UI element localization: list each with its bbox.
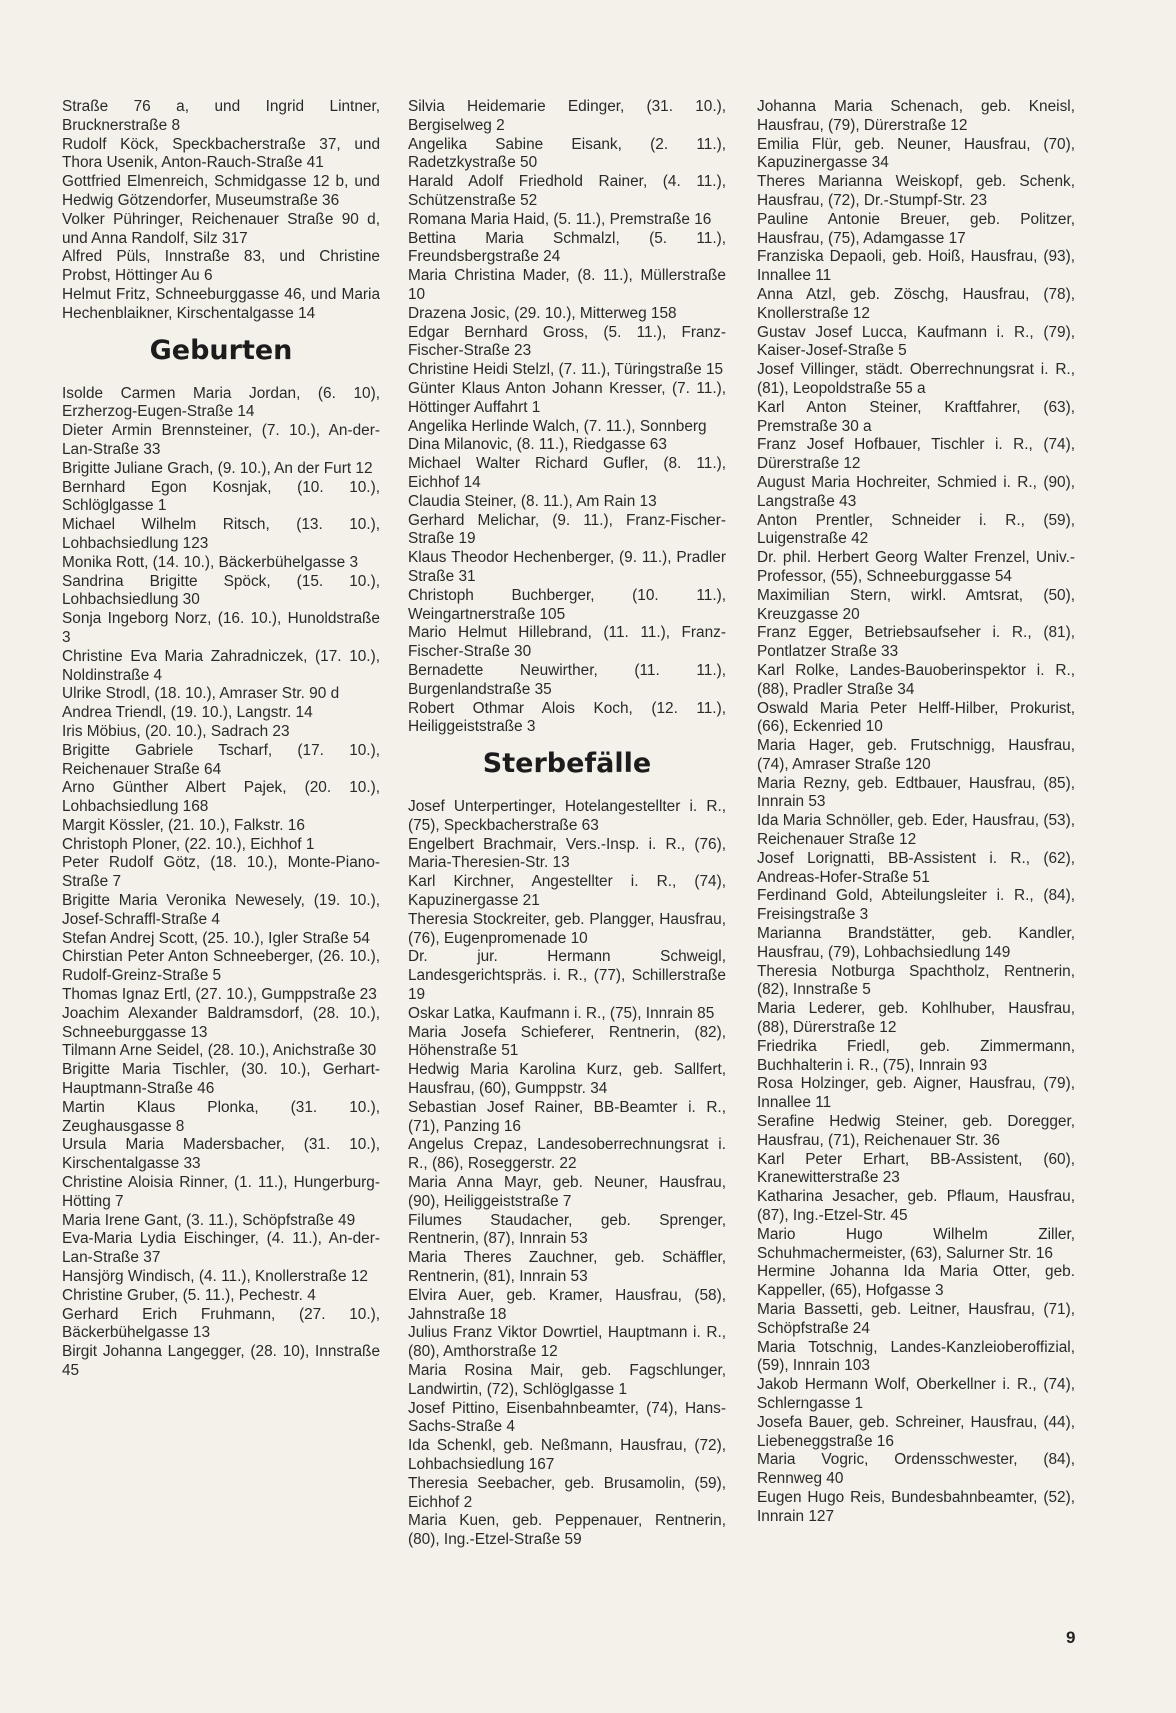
list-entry: Thomas Ignaz Ertl, (27. 10.), Gumppstraße 23 <box>62 986 377 1004</box>
list-entry: Brigitte Maria Veronika Newesely, (19. 10.), Josef-Schraffl-Straße 4 <box>62 892 380 928</box>
list-entry: Stefan Andrej Scott, (25. 10.), Igler Straße 54 <box>62 929 370 947</box>
list-entry: Christine Gruber, (5. 11.), Pechestr. 4 <box>62 1286 316 1304</box>
list-entry: Marianna Brandstätter, geb. Kandler, Hausfrau, (79), Lohbachsiedlung 149 <box>757 925 1075 961</box>
list-entry: Arno Günther Albert Pajek, (20. 10.), Lohbachsiedlung 168 <box>62 779 380 816</box>
list-entry: Karl Anton Steiner, Kraftfahrer, (63), Premstraße 30 a <box>757 398 1075 435</box>
list-entry: Ida Maria Schnöller, geb. Eder, Hausfrau, (53), Reichenauer Straße 12 <box>757 812 1075 849</box>
list-entry: Monika Rott, (14. 10.), Bäckerbühelgasse 3 <box>62 553 358 571</box>
list-entry: Peter Rudolf Götz, (18. 10.), Monte-Piano-Straße 7 <box>62 854 380 891</box>
column-left <box>62 98 380 1381</box>
list-entry: Christine Heidi Stelzl, (7. 11.), Türingstraße 15 <box>408 361 724 379</box>
list-entry: Isolde Carmen Maria Jordan, (6. 10), Erzherzog-Eugen-Straße 14 <box>62 384 380 421</box>
list-entry: Rudolf Köck, Speckbacherstraße 37, und Thora Usenik, Anton-Rauch-Straße 41 <box>62 135 380 172</box>
list-entry: Theresia Stockreiter, geb. Plangger, Hausfrau, (76), Eugenpromenade 10 <box>408 910 726 947</box>
list-entry: Dieter Armin Brennsteiner, (7. 10.), An-der-Lan-Straße 33 <box>62 422 380 458</box>
list-entry: Rosa Holzinger, geb. Aigner, Hausfrau, (79), Innallee 11 <box>757 1075 1075 1112</box>
list-entry: Friedrika Friedl, geb. Zimmermann, Buchhalterin i. R., (75), Innrain 93 <box>757 1037 1075 1074</box>
list-entry: Dr. phil. Herbert Georg Walter Frenzel, Univ.-Professor, (55), Schneeburggasse 54 <box>757 549 1075 585</box>
list-entry: Eugen Hugo Reis, Bundesbahnbeamter, (52), Innrain 127 <box>757 1488 1075 1525</box>
list-entry: Sebastian Josef Rainer, BB-Beamter i. R., (71), Panzing 16 <box>408 1098 726 1135</box>
births-list <box>62 385 380 1381</box>
list-entry: Maria Rezny, geb. Edtbauer, Hausfrau, (85), Innrain 53 <box>757 774 1075 811</box>
list-entry: Joachim Alexander Baldramsdorf, (28. 10.), Schneeburggasse 13 <box>62 1004 380 1041</box>
list-entry: Gerhard Erich Fruhmann, (27. 10.), Bäckerbühelgasse 13 <box>62 1305 380 1342</box>
list-entry: Gottfried Elmenreich, Schmidgasse 12 b, und Hedwig Götzendorfer, Museumstraße 36 <box>62 173 380 209</box>
list-entry: Maria Kuen, geb. Peppenauer, Rentnerin, (80), Ing.-Etzel-Straße 59 <box>408 1512 726 1549</box>
list-entry: Jakob Hermann Wolf, Oberkellner i. R., (74), Schlerngasse 1 <box>757 1376 1075 1412</box>
list-entry: Maria Hager, geb. Frutschnigg, Hausfrau, (74), Amraser Straße 120 <box>757 737 1075 773</box>
list-entry: Sonja Ingeborg Norz, (16. 10.), Hunoldstraße 3 <box>62 610 380 646</box>
list-entry: Angelus Crepaz, Landesoberrechnungsrat i. R., (86), Roseggerstr. 22 <box>408 1136 726 1173</box>
list-entry: Maria Rosina Mair, geb. Fagschlunger, Landwirtin, (72), Schlöglgasse 1 <box>408 1362 726 1398</box>
list-entry: Ursula Maria Madersbacher, (31. 10.), Kirschentalgasse 33 <box>62 1136 380 1173</box>
list-entry: Hermine Johanna Ida Maria Otter, geb. Kappeller, (65), Hofgasse 3 <box>757 1263 1075 1300</box>
list-entry: Edgar Bernhard Gross, (5. 11.), Franz-Fischer-Straße 23 <box>408 323 726 360</box>
list-entry: Maria Vogric, Ordensschwester, (84), Rennweg 40 <box>757 1451 1075 1488</box>
list-entry: Angelika Herlinde Walch, (7. 11.), Sonnberg <box>408 417 707 435</box>
list-entry: Anna Atzl, geb. Zöschg, Hausfrau, (78), Knollerstraße 12 <box>757 285 1075 322</box>
list-entry: Katharina Jesacher, geb. Pflaum, Hausfrau, (87), Ing.-Etzel-Str. 45 <box>757 1188 1075 1225</box>
list-entry: Dina Milanovic, (8. 11.), Riedgasse 63 <box>408 436 667 454</box>
list-entry: Drazena Josic, (29. 10.), Mitterweg 158 <box>408 304 677 322</box>
list-entry: Michael Wilhelm Ritsch, (13. 10.), Lohbachsiedlung 123 <box>62 516 380 552</box>
list-entry: Emilia Flür, geb. Neuner, Hausfrau, (70), Kapuzinergasse 34 <box>757 135 1075 172</box>
column-right <box>757 98 1075 1527</box>
list-entry: Harald Adolf Friedhold Rainer, (4. 11.), Schützenstraße 52 <box>408 173 726 209</box>
list-entry: Ida Schenkl, geb. Neßmann, Hausfrau, (72), Lohbachsiedlung 167 <box>408 1437 726 1473</box>
column-middle <box>408 98 726 1550</box>
list-entry: Martin Klaus Plonka, (31. 10.), Zeughausgasse 8 <box>62 1098 380 1135</box>
list-entry: Ferdinand Gold, Abteilungsleiter i. R., (84), Freisingstraße 3 <box>757 887 1075 924</box>
list-entry: Brigitte Maria Tischler, (30. 10.), Gerhart-Hauptmann-Straße 46 <box>62 1061 380 1098</box>
list-entry: Christine Aloisia Rinner, (1. 11.), Hungerburg-Hötting 7 <box>62 1174 380 1210</box>
list-entry: Chirstian Peter Anton Schneeberger, (26. 10.), Rudolf-Greinz-Straße 5 <box>62 948 380 985</box>
list-entry: Elvira Auer, geb. Kramer, Hausfrau, (58), Jahnstraße 18 <box>408 1286 726 1323</box>
list-entry: Josef Pittino, Eisenbahnbeamter, (74), Hans-Sachs-Straße 4 <box>408 1399 726 1436</box>
list-entry: Margit Kössler, (21. 10.), Falkstr. 16 <box>62 816 305 834</box>
list-entry: Christoph Ploner, (22. 10.), Eichhof 1 <box>62 835 315 853</box>
list-entry: Andrea Triendl, (19. 10.), Langstr. 14 <box>62 704 313 722</box>
list-entry: Julius Franz Viktor Dowrtiel, Hauptmann i. R., (80), Amthorstraße 12 <box>408 1324 726 1361</box>
list-entry: Maria Irene Gant, (3. 11.), Schöpfstraße 49 <box>62 1211 356 1229</box>
list-entry: Karl Peter Erhart, BB-Assistent, (60), Kranewitterstraße 23 <box>757 1150 1075 1187</box>
list-entry: Maximilian Stern, wirkl. Amtsrat, (50), Kreuzgasse 20 <box>757 586 1075 623</box>
list-entry: Josef Villinger, städt. Oberrechnungsrat i. R., (81), Leopoldstraße 55 a <box>757 361 1075 397</box>
list-entry: Karl Kirchner, Angestellter i. R., (74), Kapuzinergasse 21 <box>408 873 726 910</box>
list-entry: Alfred Püls, Innstraße 83, und Christine Probst, Höttinger Au 6 <box>62 248 380 285</box>
list-entry: Hansjörg Windisch, (4. 11.), Knollerstraße 12 <box>62 1268 368 1286</box>
list-entry: Sandrina Brigitte Spöck, (15. 10.), Lohbachsiedlung 30 <box>62 572 380 609</box>
list-entry: Karl Rolke, Landes-Bauoberinspektor i. R., (88), Pradler Straße 34 <box>757 661 1075 698</box>
deaths-list <box>408 798 726 1550</box>
list-entry: Filumes Staudacher, geb. Sprenger, Rentnerin, (87), Innrain 53 <box>408 1211 726 1248</box>
list-entry: Bernadette Neuwirther, (11. 11.), Burgenlandstraße 35 <box>408 661 726 698</box>
page-number: 9 <box>1066 1628 1076 1647</box>
list-entry: Oswald Maria Peter Helff-Hilber, Prokurist, (66), Eckenried 10 <box>757 699 1075 736</box>
list-entry: Bernhard Egon Kosnjak, (10. 10.), Schlöglgasse 1 <box>62 478 380 515</box>
list-entry: Anton Prentler, Schneider i. R., (59), Luigenstraße 42 <box>757 511 1075 548</box>
list-entry: Maria Theres Zauchner, geb. Schäffler, Rentnerin, (81), Innrain 53 <box>408 1249 726 1286</box>
list-entry: Brigitte Juliane Grach, (9. 10.), An der Furt 12 <box>62 459 373 477</box>
list-entry: Iris Möbius, (20. 10.), Sadrach 23 <box>62 722 290 740</box>
list-entry: Romana Maria Haid, (5. 11.), Premstraße 16 <box>408 210 712 228</box>
list-entry: Oskar Latka, Kaufmann i. R., (75), Innrain 85 <box>408 1004 715 1022</box>
list-entry: Maria Lederer, geb. Kohlhuber, Hausfrau, (88), Dürerstraße 12 <box>757 1000 1075 1037</box>
list-entry: Franz Egger, Betriebsaufseher i. R., (81), Pontlatzer Straße 33 <box>757 624 1075 661</box>
list-entry: Franz Josef Hofbauer, Tischler i. R., (74), Dürerstraße 12 <box>757 436 1075 473</box>
list-entry: Maria Josefa Schieferer, Rentnerin, (82), Höhenstraße 51 <box>408 1023 726 1060</box>
list-entry: Ulrike Strodl, (18. 10.), Amraser Str. 90 d <box>62 685 340 703</box>
list-entry: Pauline Antonie Breuer, geb. Politzer, Hausfrau, (75), Adamgasse 17 <box>757 210 1075 247</box>
list-entry: Maria Totschnig, Landes-Kanzleioberoffizial, (59), Innrain 103 <box>757 1338 1075 1375</box>
list-entry: Theresia Notburga Spachtholz, Rentnerin, (82), Innstraße 5 <box>757 962 1075 999</box>
list-entry: Mario Helmut Hillebrand, (11. 11.), Franz-Fischer-Straße 30 <box>408 624 726 661</box>
list-entry: Josef Lorignatti, BB-Assistent i. R., (62), Andreas-Hofer-Straße 51 <box>757 849 1075 886</box>
list-entry: Claudia Steiner, (8. 11.), Am Rain 13 <box>408 492 657 510</box>
list-entry: Maria Anna Mayr, geb. Neuner, Hausfrau, (90), Heiliggeiststraße 7 <box>408 1174 726 1210</box>
list-entry: Hedwig Maria Karolina Kurz, geb. Sallfert, Hausfrau, (60), Gumppstr. 34 <box>408 1061 726 1098</box>
deaths-heading: Sterbefälle <box>482 748 652 780</box>
marriages-continued-list <box>62 98 380 324</box>
list-entry: Josef Unterpertinger, Hotelangestellter i. R., (75), Speckbacherstraße 63 <box>408 798 726 834</box>
list-entry: Christine Eva Maria Zahradniczek, (17. 10.), Noldinstraße 4 <box>62 647 380 684</box>
list-entry: Tilmann Arne Seidel, (28. 10.), Anichstraße 30 <box>62 1042 377 1060</box>
list-entry: Engelbert Brachmair, Vers.-Insp. i. R., (76), Maria-Theresien-Str. 13 <box>408 835 726 872</box>
list-entry: Silvia Heidemarie Edinger, (31. 10.), Bergiselweg 2 <box>408 98 726 134</box>
list-entry: Johanna Maria Schenach, geb. Kneisl, Hausfrau, (79), Dürerstraße 12 <box>757 98 1075 134</box>
list-entry: Klaus Theodor Hechenberger, (9. 11.), Pradler Straße 31 <box>408 549 726 585</box>
list-entry: Serafine Hedwig Steiner, geb. Doregger, Hausfrau, (71), Reichenauer Str. 36 <box>757 1113 1075 1149</box>
list-entry: Eva-Maria Lydia Eischinger, (4. 11.), An-der-Lan-Straße 37 <box>62 1230 380 1267</box>
list-entry: August Maria Hochreiter, Schmied i. R., (90), Langstraße 43 <box>757 473 1075 510</box>
list-entry: Maria Bassetti, geb. Leitner, Hausfrau, (71), Schöpfstraße 24 <box>757 1301 1075 1337</box>
list-entry: Gerhard Melichar, (9. 11.), Franz-Fischer-Straße 19 <box>408 511 726 548</box>
list-entry: Christoph Buchberger, (10. 11.), Weingartnerstraße 105 <box>408 586 726 623</box>
births-heading: Geburten <box>149 334 293 366</box>
list-entry: Bettina Maria Schmalzl, (5. 11.), Freundsbergstraße 24 <box>408 229 726 266</box>
list-entry: Helmut Fritz, Schneeburggasse 46, und Maria Hechenblaikner, Kirschentalgasse 14 <box>62 285 380 322</box>
births-list-continued <box>408 98 726 737</box>
list-entry: Robert Othmar Alois Koch, (12. 11.), Heiliggeiststraße 3 <box>408 699 726 736</box>
deaths-list-continued <box>757 98 1075 1527</box>
list-entry: Gustav Josef Lucca, Kaufmann i. R., (79), Kaiser-Josef-Straße 5 <box>757 323 1075 360</box>
list-entry: Michael Walter Richard Gufler, (8. 11.), Eichhof 14 <box>408 455 726 491</box>
list-entry: Günter Klaus Anton Johann Kresser, (7. 11.), Höttinger Auffahrt 1 <box>408 379 726 416</box>
list-entry: Brigitte Gabriele Tscharf, (17. 10.), Reichenauer Straße 64 <box>62 741 380 778</box>
list-entry: Maria Christina Mader, (8. 11.), Müllerstraße 10 <box>408 267 726 303</box>
list-entry: Mario Hugo Wilhelm Ziller, Schuhmachermeister, (63), Salurner Str. 16 <box>757 1225 1075 1262</box>
list-entry: Dr. jur. Hermann Schweigl, Landesgerichtspräs. i. R., (77), Schillerstraße 19 <box>408 948 726 1004</box>
list-entry: Theres Marianna Weiskopf, geb. Schenk, Hausfrau, (72), Dr.-Stumpf-Str. 23 <box>757 173 1075 209</box>
list-entry: Theresia Seebacher, geb. Brusamolin, (59), Eichhof 2 <box>408 1474 726 1511</box>
list-entry: Franziska Depaoli, geb. Hoiß, Hausfrau, (93), Innallee 11 <box>757 248 1075 285</box>
list-entry: Straße 76 a, und Ingrid Lintner, Brucknerstraße 8 <box>62 98 380 134</box>
list-entry: Volker Pühringer, Reichenauer Straße 90 d, und Anna Randolf, Silz 317 <box>62 210 380 247</box>
list-entry: Birgit Johanna Langegger, (28. 10), Innstraße 45 <box>62 1343 380 1379</box>
list-entry: Angelika Sabine Eisank, (2. 11.), Radetzkystraße 50 <box>408 135 726 172</box>
list-entry: Josefa Bauer, geb. Schreiner, Hausfrau, (44), Liebeneggstraße 16 <box>757 1413 1075 1450</box>
